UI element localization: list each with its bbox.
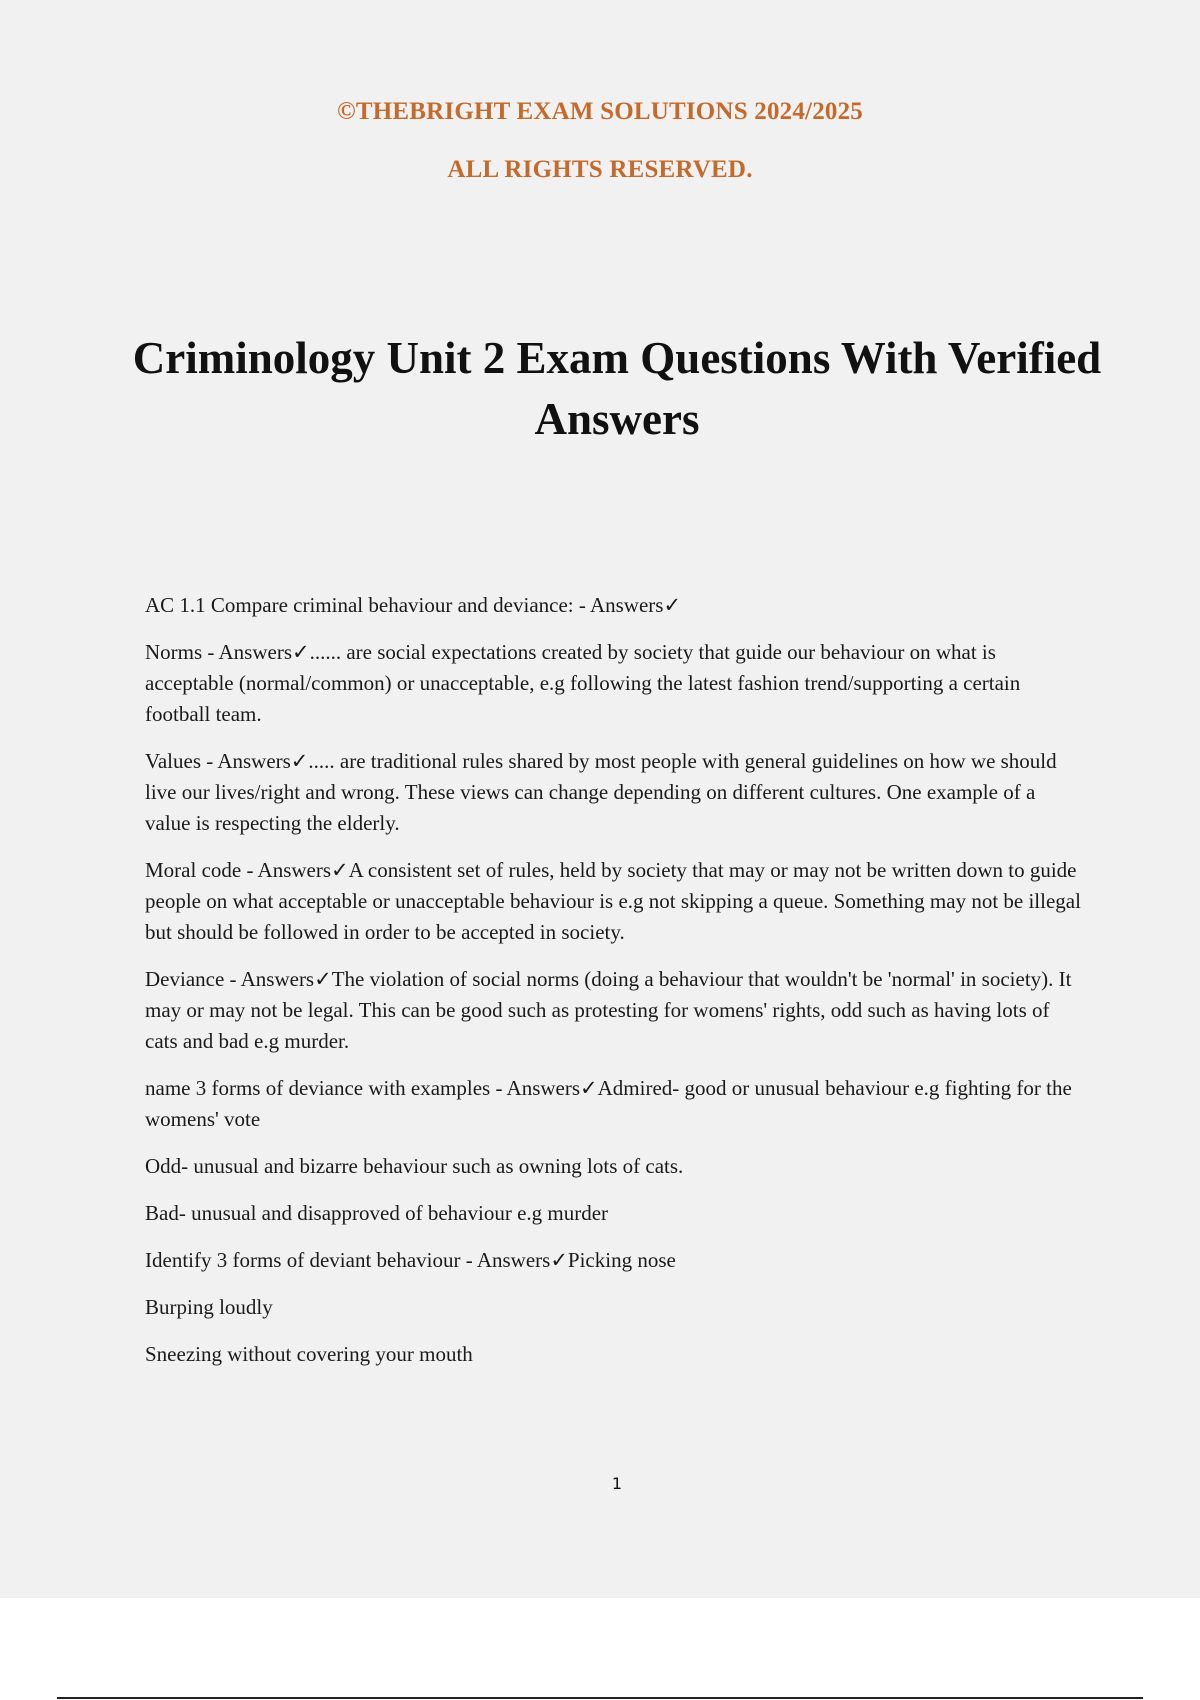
document-title: Criminology Unit 2 Exam Questions With Verified Answers [132, 333, 1102, 444]
paragraph-bad: Bad- unusual and disapproved of behaviour e.g murder [145, 1201, 609, 1225]
paragraph-deviant-behaviour: Identify 3 forms of deviant behaviour - Answers✓Picking nose [145, 1248, 676, 1272]
paragraph-moral-code: Moral code - Answers✓A consistent set of rules, held by society that may or may not be written down to guide people on what acceptable or unacceptable behaviour is e.g not skipping a queue. Something may not be illegal but should be followed in order to be accepted in society. [145, 858, 1081, 944]
paragraph-sneezing: Sneezing without covering your mouth [145, 1342, 473, 1366]
paragraph-norms: Norms - Answers✓...... are social expectations created by society that guide our behaviour on what is acceptable (normal/common) or unacceptable, e.g following the latest fashion trend/supporting a certain football team. [145, 640, 1021, 726]
paragraph-ac-1-1: AC 1.1 Compare criminal behaviour and deviance: - Answers✓ [145, 593, 682, 617]
paragraph-burping: Burping loudly [145, 1295, 273, 1319]
paragraph-deviance: Deviance - Answers✓The violation of social norms (doing a behaviour that wouldn't be 'normal' in society). It may or may not be legal. This can be good such as protesting for womens' rights, odd such as having lots of cats and bad e.g murder. [145, 967, 1072, 1053]
bottom-divider [57, 1697, 1143, 1699]
copyright-header: ©THEBRIGHT EXAM SOLUTIONS 2024/2025 [336, 98, 863, 125]
paragraph-odd: Odd- unusual and bizarre behaviour such as owning lots of cats. [145, 1154, 684, 1178]
page-number: 1 [611, 1474, 623, 1493]
document-body [145, 590, 1085, 1386]
rights-reserved-header: ALL RIGHTS RESERVED. [447, 156, 753, 183]
paragraph-values: Values - Answers✓..... are traditional rules shared by most people with general guidelines on how we should live our lives/right and wrong. These views can change depending on different cultures. One example of a value is respecting the elderly. [145, 749, 1057, 835]
paragraph-forms-of-deviance: name 3 forms of deviance with examples - Answers✓Admired- good or unusual behaviour e.g fighting for the womens' vote [145, 1076, 1072, 1131]
